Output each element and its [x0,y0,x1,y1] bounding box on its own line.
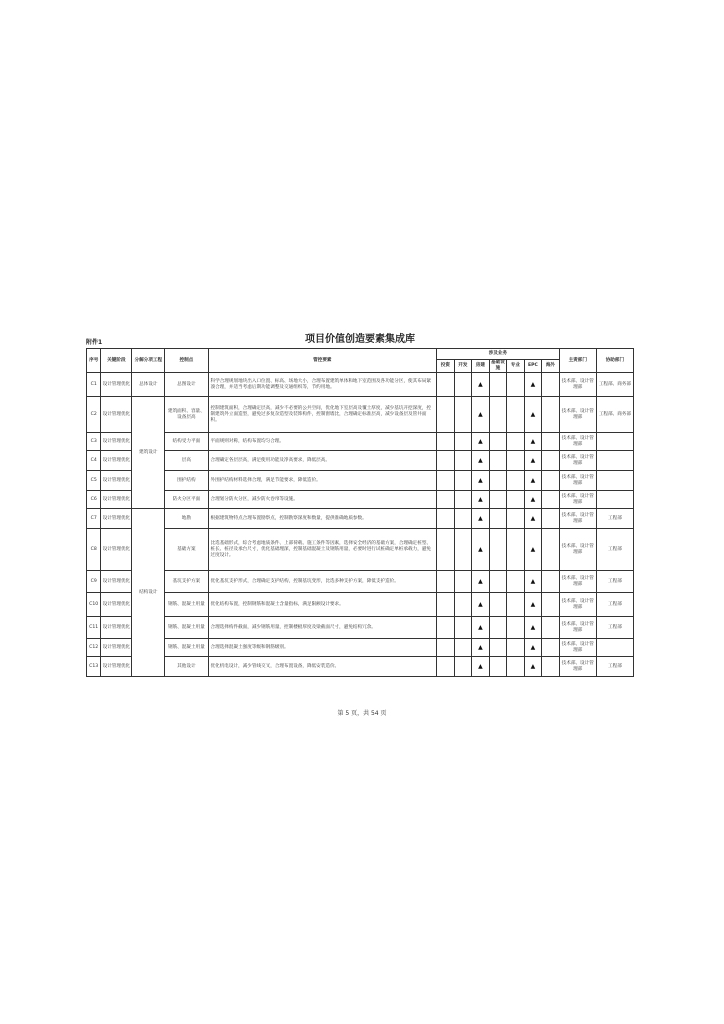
mark-cell [542,471,560,491]
mark-cell [507,451,525,471]
mark-cell [437,373,455,397]
table-row [87,451,634,471]
row-assist: 工程部 [596,593,633,617]
mark-cell [489,433,507,451]
mark-cell: ▲ [524,451,542,471]
row-responsible: 技术部、设计管理部 [559,433,596,451]
mark-cell [454,571,472,593]
row-responsible: 技术部、设计管理部 [559,451,596,471]
row-assist: 工程部 [596,617,633,639]
mark-cell: ▲ [524,509,542,529]
mark-cell [437,529,455,571]
mark-cell [489,593,507,617]
row-responsible: 技术部、设计管理部 [559,593,596,617]
header-sub: 房建 [472,360,490,373]
header-stage: 关键阶段 [101,349,132,373]
mark-cell [454,373,472,397]
mark-cell [542,657,560,677]
row-assist [596,433,633,451]
row-seq: C10 [87,593,101,617]
mark-cell: ▲ [472,657,490,677]
mark-cell [542,571,560,593]
mark-cell [507,593,525,617]
table-row [87,433,634,451]
mark-cell [437,397,455,433]
row-stage: 设计管理优化 [101,471,132,491]
mark-cell [507,491,525,509]
row-assist [596,639,633,657]
mark-cell: ▲ [472,373,490,397]
mark-cell [437,617,455,639]
mark-cell [437,657,455,677]
mark-cell [489,373,507,397]
row-requirement: 科学合理规划地块出入口位置、标高、场地大小，合理布置建筑单体和地下室范围及各功能分区，使其布局紧凑合理，并适当考虑后期功能调整及交通组织等，节约用地。 [208,373,437,397]
mark-cell: ▲ [524,593,542,617]
table-row [87,639,634,657]
header-sub: EPC [524,360,542,373]
mark-cell [437,593,455,617]
mark-cell [454,657,472,677]
row-assist: 工程部 [596,571,633,593]
row-seq: C6 [87,491,101,509]
row-assist [596,471,633,491]
row-assist: 工程部 [596,529,633,571]
mark-cell: ▲ [472,433,490,451]
row-work: 结构设计 [132,509,165,677]
table-row [87,657,634,677]
mark-cell [454,491,472,509]
row-stage: 设计管理优化 [101,397,132,433]
mark-cell [437,471,455,491]
header-control: 控制点 [165,349,208,373]
row-control: 结构受力平面 [165,433,208,451]
mark-cell: ▲ [472,397,490,433]
mark-cell: ▲ [524,491,542,509]
mark-cell [507,571,525,593]
row-seq: C1 [87,373,101,397]
row-responsible: 技术部、设计管理部 [559,397,596,433]
header-sub: 专业 [507,360,525,373]
row-requirement: 合理选择构件截面，减少钢筋用量，控制楼板厚度及梁截面尺寸，避免结构冗余。 [208,617,437,639]
mark-cell: ▲ [524,571,542,593]
mark-cell [454,529,472,571]
mark-cell [454,639,472,657]
row-stage: 设计管理优化 [101,491,132,509]
header-work: 分解分项工程 [132,349,165,373]
table-row [87,397,634,433]
header-sub: 投资 [437,360,455,373]
row-control: 层高 [165,451,208,471]
row-requirement: 比选基础形式，综合考虑地质条件、上部荷载、施工条件等因素，选择安全经济的基础方案，合理确定桩型、桩长、桩径及承台尺寸，优化基础埋深，控制基础混凝土及钢筋用量，必要时进行试桩确定单桩承载力，避免过度设计。 [208,529,437,571]
mark-cell [542,433,560,451]
mark-cell [507,639,525,657]
mark-cell [489,471,507,491]
table-row [87,529,634,571]
row-control: 钢筋、混凝土用量 [165,617,208,639]
mark-cell [542,397,560,433]
header-seq: 序号 [87,349,101,373]
mark-cell [542,529,560,571]
row-assist: 工程部 [596,509,633,529]
mark-cell: ▲ [524,373,542,397]
mark-cell: ▲ [472,571,490,593]
mark-cell [489,529,507,571]
table-row [87,571,634,593]
row-requirement: 控制建筑面积，合理确定层高，减少不必要的公共空间，优化地下室层高及覆土厚度，减少基坑开挖深度，控制建筑外立面造型，避免过多复杂造型及装饰构件，控制窗墙比，合理确定标准层高，减少设备层及管井面积。 [208,397,437,433]
row-stage: 设计管理优化 [101,639,132,657]
row-seq: C3 [87,433,101,451]
mark-cell: ▲ [524,617,542,639]
mark-cell [454,593,472,617]
mark-cell: ▲ [472,617,490,639]
mark-cell [507,433,525,451]
row-requirement: 平面规则对称，结构布置均匀合理。 [208,433,437,451]
row-stage: 设计管理优化 [101,593,132,617]
page-footer: 第 5 页，共 54 页 [337,710,387,717]
row-stage: 设计管理优化 [101,657,132,677]
mark-cell [437,451,455,471]
mark-cell: ▲ [524,471,542,491]
mark-cell: ▲ [472,529,490,571]
table-row [87,593,634,617]
row-assist [596,451,633,471]
mark-cell [489,617,507,639]
row-control: 围护结构 [165,471,208,491]
row-assist: 工程部、商务部 [596,397,633,433]
mark-cell [542,373,560,397]
row-requirement: 外围护结构材料选择合理，满足节能要求，降低造价。 [208,471,437,491]
header-sub: 基础设施 [491,360,505,371]
row-requirement: 优化结构布置，控制钢筋和混凝土含量指标，满足限额设计要求。 [208,593,437,617]
mark-cell [542,593,560,617]
row-requirement: 优化基坑支护形式，合理确定支护结构，控制基坑变形，比选多种支护方案，降低支护造价。 [208,571,437,593]
row-assist [596,491,633,509]
mark-cell [489,639,507,657]
row-seq: C5 [87,471,101,491]
row-control: 基坑支护方案 [165,571,208,593]
mark-cell [437,491,455,509]
mark-cell [507,509,525,529]
row-control: 地勘 [165,509,208,529]
attachment-label: 附件1 [86,339,103,346]
mark-cell [437,571,455,593]
mark-cell [489,509,507,529]
row-work: 建筑设计 [132,397,165,509]
row-seq: C9 [87,571,101,593]
header-requirements: 管控要素 [208,349,437,373]
row-control: 钢筋、混凝土用量 [165,593,208,617]
document-sheet [86,333,634,677]
mark-cell [454,471,472,491]
mark-cell: ▲ [472,509,490,529]
mark-cell [542,639,560,657]
row-stage: 设计管理优化 [101,529,132,571]
mark-cell: ▲ [472,451,490,471]
row-control: 总图设计 [165,373,208,397]
mark-cell [437,433,455,451]
row-requirement: 优化机电设计，减少管线交叉，合理布置设备，降低安装造价。 [208,657,437,677]
row-assist: 工程部、商务部 [596,373,633,397]
mark-cell [542,491,560,509]
row-seq: C12 [87,639,101,657]
mark-cell [542,451,560,471]
row-control: 防火分区平面 [165,491,208,509]
row-control: 钢筋、混凝土用量 [165,639,208,657]
mark-cell: ▲ [524,433,542,451]
mark-cell [489,491,507,509]
mark-cell: ▲ [472,639,490,657]
row-stage: 设计管理优化 [101,373,132,397]
mark-cell: ▲ [472,593,490,617]
header-responsible: 主责部门 [559,349,596,373]
mark-cell [489,571,507,593]
mark-cell [507,657,525,677]
mark-cell [437,509,455,529]
table-row [87,617,634,639]
row-requirement: 合理确定各层层高，满足使用功能及净高要求，降低层高。 [208,451,437,471]
row-control: 建筑面积、容量、设备层高 [165,397,208,433]
row-requirement: 合理划分防火分区，减少防火卷帘等设施。 [208,491,437,509]
row-control: 其他设计 [165,657,208,677]
row-stage: 设计管理优化 [101,509,132,529]
table-row [87,471,634,491]
table-row [87,491,634,509]
row-responsible: 技术部、设计管理部 [559,491,596,509]
mark-cell [507,397,525,433]
mark-cell [507,617,525,639]
mark-cell [489,397,507,433]
row-seq: C7 [87,509,101,529]
mark-cell [489,657,507,677]
mark-cell: ▲ [524,639,542,657]
header-assist: 协助部门 [596,349,633,373]
mark-cell [437,639,455,657]
mark-cell: ▲ [472,491,490,509]
row-responsible: 技术部、设计管理部 [559,657,596,677]
row-stage: 设计管理优化 [101,433,132,451]
mark-cell [542,617,560,639]
row-control: 基础方案 [165,529,208,571]
row-seq: C13 [87,657,101,677]
mark-cell [454,397,472,433]
row-stage: 设计管理优化 [101,451,132,471]
row-seq: C11 [87,617,101,639]
page-title: 项目价值创造要素集成库 [305,334,415,345]
mark-cell [454,617,472,639]
mark-cell: ▲ [472,471,490,491]
element-table [86,348,634,677]
row-responsible: 技术部、设计管理部 [559,639,596,657]
mark-cell [542,509,560,529]
row-responsible: 技术部、设计管理部 [559,373,596,397]
mark-cell [454,509,472,529]
row-responsible: 技术部、设计管理部 [559,617,596,639]
header-involved: 涉及业务 [437,349,560,360]
row-assist: 工程部 [596,657,633,677]
row-work: 总体设计 [132,373,165,397]
table-row [87,509,634,529]
row-requirement: 合理选择混凝土强度等级和钢筋级别。 [208,639,437,657]
mark-cell [507,471,525,491]
row-stage: 设计管理优化 [101,617,132,639]
row-responsible: 技术部、设计管理部 [559,471,596,491]
header-sub: 海外 [542,360,560,373]
row-seq: C4 [87,451,101,471]
row-seq: C2 [87,397,101,433]
mark-cell: ▲ [524,657,542,677]
mark-cell [507,373,525,397]
mark-cell: ▲ [524,529,542,571]
header-sub: 开发 [454,360,472,373]
mark-cell [507,529,525,571]
table-row [87,373,634,397]
row-responsible: 技术部、设计管理部 [559,509,596,529]
row-responsible: 技术部、设计管理部 [559,529,596,571]
mark-cell: ▲ [524,397,542,433]
row-seq: C8 [87,529,101,571]
row-responsible: 技术部、设计管理部 [559,571,596,593]
mark-cell [489,451,507,471]
mark-cell [454,451,472,471]
row-requirement: 根据建筑物特点合理布置勘察点，控制勘察深度和数量，提供准确地质参数。 [208,509,437,529]
mark-cell [454,433,472,451]
row-stage: 设计管理优化 [101,571,132,593]
